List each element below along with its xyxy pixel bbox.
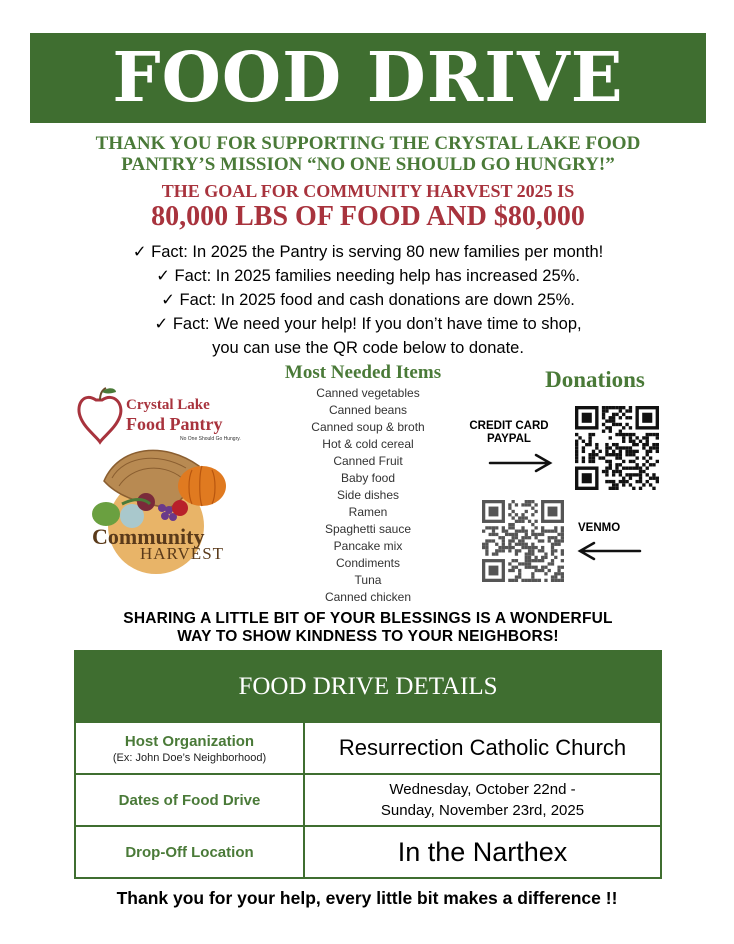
list-item: Canned vegetables bbox=[316, 386, 420, 400]
list-item: Canned soup & broth bbox=[311, 420, 425, 434]
thanks-line-1: THANK YOU FOR SUPPORTING THE CRYSTAL LAKE FOOD bbox=[95, 133, 641, 154]
goal-line-2: 80,000 LBS OF FOOD AND $80,000 bbox=[151, 201, 585, 232]
qr-pattern bbox=[482, 500, 564, 582]
paypal-text: PAYPAL bbox=[487, 433, 531, 445]
venmo-qr-code[interactable] bbox=[482, 500, 564, 582]
dates-label-cell bbox=[76, 775, 305, 825]
arrow-left-icon bbox=[576, 540, 642, 562]
table-row bbox=[76, 721, 660, 773]
list-item: Pancake mix bbox=[333, 539, 403, 553]
fact-item: ✓ Fact: We need your help! If you don’t have time to shop, bbox=[154, 315, 582, 333]
needed-items-list bbox=[278, 385, 458, 606]
thanks-line-2: PANTRY’S MISSION “NO ONE SHOULD GO HUNGRY!” bbox=[121, 154, 615, 175]
host-value: Resurrection Catholic Church bbox=[338, 735, 627, 760]
dates-value-cell bbox=[305, 775, 660, 825]
list-item: Canned beans bbox=[328, 403, 408, 417]
goal-line-1: THE GOAL FOR COMMUNITY HARVEST 2025 IS bbox=[161, 181, 575, 201]
host-sub-label: (Ex: John Doe’s Neighborhood) bbox=[112, 751, 267, 764]
dropoff-label-cell bbox=[76, 827, 305, 877]
list-item: Tuna bbox=[354, 573, 382, 587]
dates-label: Dates of Food Drive bbox=[118, 791, 261, 809]
pantry-logo bbox=[74, 386, 254, 576]
list-item: Canned Fruit bbox=[333, 454, 403, 468]
dropoff-value: In the Narthex bbox=[397, 836, 568, 867]
logo-text-line-2: Food Pantry bbox=[126, 414, 223, 434]
logo-community: Community bbox=[92, 524, 205, 549]
title-banner bbox=[30, 33, 706, 123]
table-row bbox=[76, 773, 660, 825]
dropoff-value-cell bbox=[305, 827, 660, 877]
fact-item: ✓ Fact: In 2025 food and cash donations are down 25%. bbox=[161, 291, 575, 309]
paypal-qr-code[interactable] bbox=[575, 406, 659, 492]
list-item: Hot & cold cereal bbox=[322, 437, 414, 451]
list-item: Ramen bbox=[348, 505, 388, 519]
dates-value-line-1: Wednesday, October 22nd - bbox=[389, 781, 576, 798]
host-label-cell bbox=[76, 723, 305, 773]
needed-items-title: Most Needed Items bbox=[284, 362, 442, 383]
logo-tagline: No One Should Go Hungry. bbox=[180, 436, 241, 442]
details-table bbox=[74, 650, 662, 879]
list-item: Spaghetti sauce bbox=[324, 522, 412, 536]
dropoff-label: Drop-Off Location bbox=[125, 843, 254, 861]
list-item: Side dishes bbox=[336, 488, 400, 502]
table-row bbox=[76, 825, 660, 877]
footer-message: Thank you for your help, every little bit makes a difference !! bbox=[116, 888, 618, 908]
qr-pattern bbox=[575, 406, 659, 492]
credit-card-text: CREDIT CARD bbox=[469, 420, 549, 432]
sharing-line-2: WAY TO SHOW KINDNESS TO YOUR NEIGHBORS! bbox=[177, 628, 559, 645]
host-label: Host Organization bbox=[124, 732, 255, 750]
list-item: Canned chicken bbox=[324, 590, 412, 604]
logo-harvest: HARVEST bbox=[140, 544, 225, 563]
thanks-message bbox=[40, 133, 696, 175]
facts-list bbox=[40, 240, 696, 360]
host-value-cell bbox=[305, 723, 660, 773]
fact-item: ✓ Fact: In 2025 the Pantry is serving 80 new families per month! bbox=[132, 243, 604, 261]
dates-value-line-2: Sunday, November 23rd, 2025 bbox=[380, 802, 585, 819]
details-title: FOOD DRIVE DETAILS bbox=[76, 652, 660, 721]
venmo-label: VENMO bbox=[578, 522, 621, 534]
arrow-right-icon bbox=[488, 452, 554, 474]
fact-item: you can use the QR code below to donate. bbox=[212, 339, 524, 357]
list-item: Condiments bbox=[335, 556, 401, 570]
list-item: Baby food bbox=[340, 471, 396, 485]
donations-title: Donations bbox=[545, 367, 645, 392]
page-title: FOOD DRIVE bbox=[112, 38, 624, 118]
credit-card-label bbox=[454, 420, 564, 446]
fact-item: ✓ Fact: In 2025 families needing help has increased 25%. bbox=[156, 267, 580, 285]
sharing-message bbox=[40, 610, 696, 646]
logo-text-line-1: Crystal Lake bbox=[126, 397, 210, 413]
sharing-line-1: SHARING A LITTLE BIT OF YOUR BLESSINGS IS A WONDERFUL bbox=[123, 610, 613, 627]
